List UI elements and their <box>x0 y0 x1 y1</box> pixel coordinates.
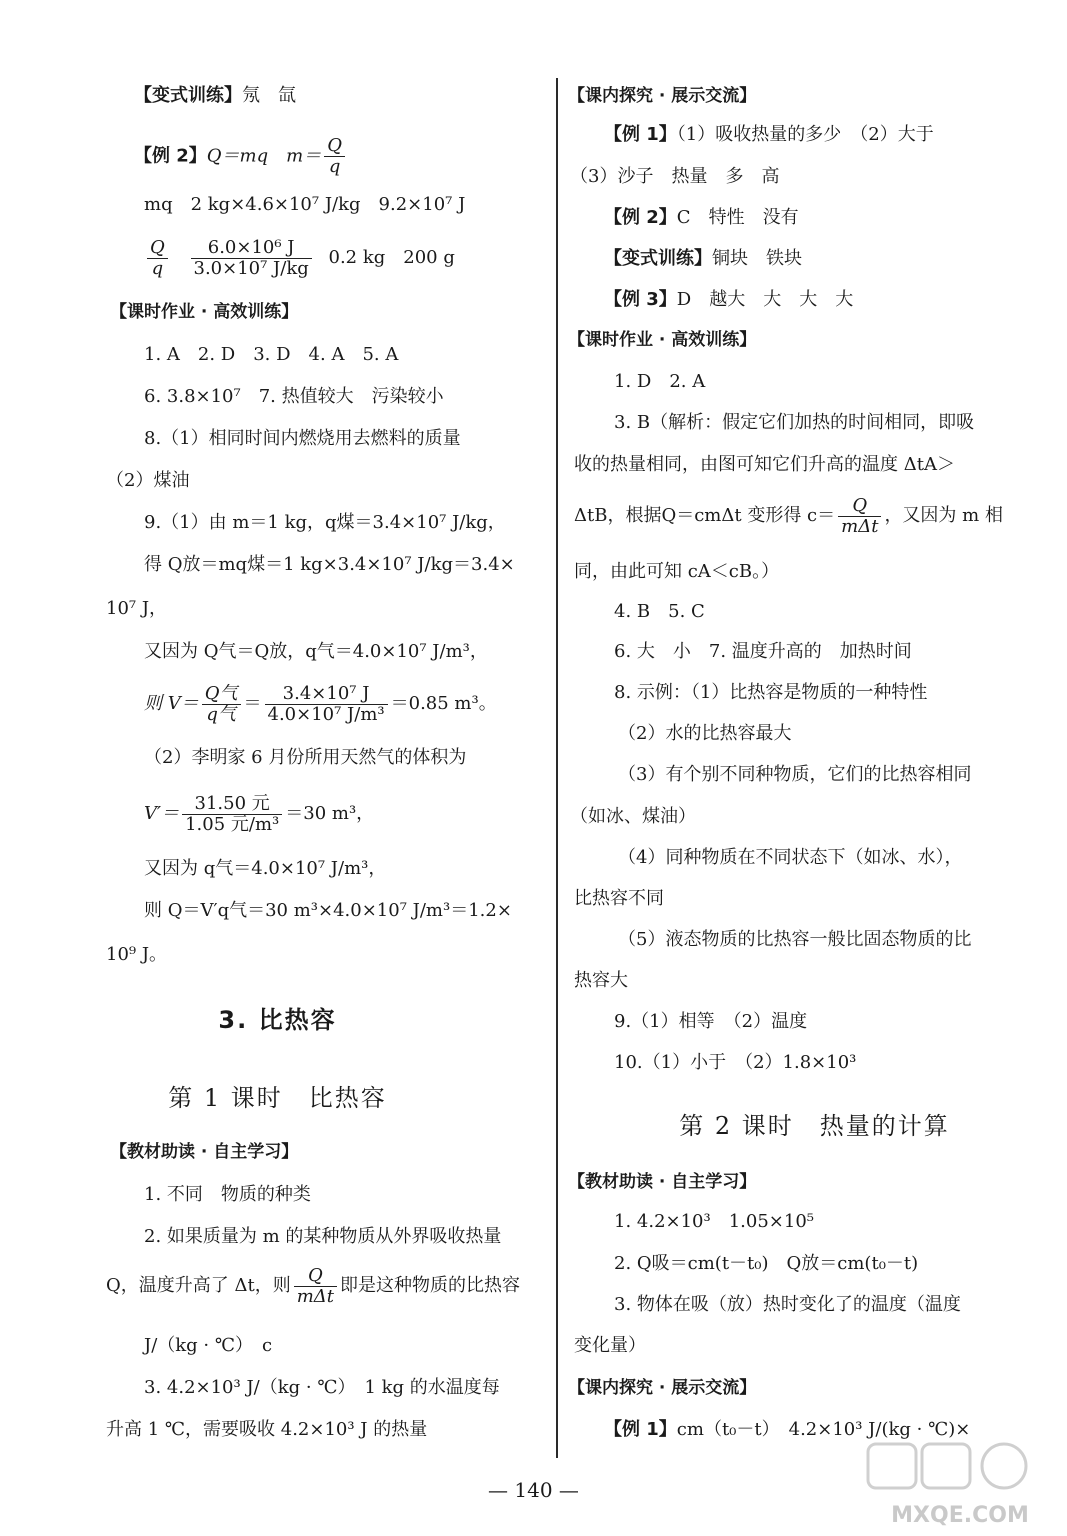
variant-training-right: 【变式训练】铜块 铁块 <box>604 248 802 269</box>
study-row-right: 3. 物体在吸（放）热时变化了的温度（温度 <box>614 1294 961 1315</box>
textbook-header-right: 【教材助读 · 自主学习】 <box>568 1172 757 1192</box>
answer-row: 6. 3.8×10⁷ 7. 热值较大 污染较小 <box>144 386 444 407</box>
example2-line3: $\frac{Q}{q}$ $\frac{\text{6.0×10⁶ J}}{\text{3.0×10⁷ J/kg}}$ 0.2 kg 200 g <box>144 236 455 280</box>
hw-row: （4）同种物质在不同状态下（如冰、水）， <box>618 847 963 868</box>
example1-cont: （3）沙子 热量 多 高 <box>570 166 780 187</box>
answer-row: 又因为 q气＝4.0×10⁷ J/m³， <box>144 858 387 879</box>
answer-row: （2）煤油 <box>106 470 190 491</box>
answer-row: 10⁷ J， <box>106 598 168 619</box>
study-row: 升高 1 ℃，需要吸收 4.2×10³ J 的热量 <box>106 1419 428 1440</box>
hw-row: 同，由此可知 cA＜cB。） <box>574 561 780 582</box>
answer-row: 得 Q放＝mq煤＝1 kg×3.4×10⁷ J/kg＝3.4× <box>144 554 515 575</box>
hw-row: （5）液态物质的比热容一般比固态物质的比 <box>618 929 972 950</box>
homework-header-left: 【课时作业 · 高效训练】 <box>110 302 299 322</box>
answer-row: 又因为 Q气＝Q放，q气＝4.0×10⁷ J/m³， <box>144 641 488 662</box>
study-row-right: 2. Q吸＝cm(t－t₀) Q放＝cm(t₀－t) <box>614 1253 919 1274</box>
hw-row: 8. 示例：（1）比热容是物质的一种特性 <box>614 682 928 703</box>
answer-row: （2）李明家 6 月份所用天然气的体积为 <box>144 747 467 768</box>
hw-row: 3. B（解析：假定它们加热的时间相同，即吸 <box>614 412 975 433</box>
textbook-header-left: 【教材助读 · 自主学习】 <box>110 1142 299 1162</box>
answer-row: 10⁹ J。 <box>106 944 168 965</box>
watermark-icon <box>860 1438 1060 1530</box>
homework-header-right: 【课时作业 · 高效训练】 <box>568 330 757 350</box>
hw-row: 9.（1）相等 （2）温度 <box>614 1011 808 1032</box>
answer-row: 则 Q＝V′q气＝30 m³×4.0×10⁷ J/m³＝1.2× <box>144 900 512 921</box>
example2-line <box>134 136 348 177</box>
variant-training-text: 氖 氙 <box>242 85 296 106</box>
answer-row: 1. A 2. D 3. D 4. A 5. A <box>144 344 399 365</box>
hw-row: （3）有个别不同种物质，它们的比热容相同 <box>618 764 972 785</box>
study-row: 1. 不同 物质的种类 <box>144 1184 311 1205</box>
hw-row: 收的热量相同，由图可知它们升高的温度 ΔtA＞ <box>574 454 955 475</box>
hw-fraction-line: ΔtB，根据Q＝cmΔt 变形得 c＝ $\frac{Q}{\text{mΔt}}$ ，又因为 m 相 <box>574 494 1003 537</box>
example2-formula: Q＝mq m＝ <box>206 145 322 167</box>
page-number: — 140 — <box>488 1478 579 1502</box>
column-divider <box>556 78 558 1458</box>
chapter-title: 3. 比热容 <box>218 1006 337 1034</box>
study-row: 3. 4.2×10³ J/（kg · ℃） 1 kg 的水温度每 <box>144 1377 500 1398</box>
inclass-header-right: 【课内探究 · 展示交流】 <box>568 86 757 106</box>
hw-row: （如冰、煤油） <box>570 806 696 827</box>
variant-training-label: 【变式训练】 <box>134 85 242 106</box>
inclass-header-right-2: 【课内探究 · 展示交流】 <box>568 1378 757 1398</box>
watermark-logo <box>860 1438 1060 1530</box>
hw-row: 10.（1）小于 （2）1.8×10³ <box>614 1052 857 1073</box>
lesson2-title: 第 2 课时 热量的计算 <box>679 1112 950 1140</box>
study-row: 2. 如果质量为 m 的某种物质从外界吸收热量 <box>144 1226 502 1247</box>
example2-fraction: $\frac{Q}{q}$ <box>324 136 345 177</box>
answer-row: 9.（1）由 m＝1 kg，q煤＝3.4×10⁷ J/kg， <box>144 512 506 533</box>
example2-label: 【例 2】 <box>134 145 207 167</box>
svg-text:MXQE.COM: MXQE.COM <box>891 1503 1029 1528</box>
study-fraction-line: Q，温度升高了 Δt，则 $\frac{Q}{\text{mΔt}}$ 即是这种物质的比热容 <box>106 1264 521 1307</box>
example2-right: 【例 2】C 特性 没有 <box>604 207 799 228</box>
hw-row: 比热容不同 <box>574 888 664 909</box>
variant-training-line <box>134 84 296 108</box>
hw-row: 热容大 <box>574 970 628 991</box>
answer-row: 8.（1）相同时间内燃烧用去燃料的质量 <box>144 428 461 449</box>
study-row-right: 1. 4.2×10³ 1.05×10⁵ <box>614 1211 815 1232</box>
example2-line2: mq 2 kg×4.6×10⁷ J/kg 9.2×10⁷ J <box>144 194 466 215</box>
study-row-right: 变化量） <box>574 1335 646 1356</box>
example3-right: 【例 3】D 越大 大 大 大 <box>604 289 854 310</box>
volume2-formula: V′＝ $\frac{\text{31.50 元}}{\text{1.05 元/m³}}$ ＝30 m³， <box>144 792 375 835</box>
volume-formula: 则 V＝ $\frac{\text{Q气}}{\text{q气}}$ ＝ $\frac{\text{3.4×10⁷ J}}{\text{4.0×10⁷ J/m³}}$ ＝0.85 m³。 <box>144 682 497 725</box>
lesson1-title: 第 1 课时 比热容 <box>168 1084 387 1112</box>
example1b-line: 【例 1】cm（t₀－t） 4.2×10³ J/(kg · ℃)× <box>604 1419 971 1440</box>
hw-row: 1. D 2. A <box>614 371 706 392</box>
example1-line: 【例 1】（1）吸收热量的多少 （2）大于 <box>604 124 934 145</box>
study-row: J/（kg · ℃） c <box>144 1335 273 1356</box>
hw-row: 4. B 5. C <box>614 601 705 622</box>
hw-row: 6. 大 小 7. 温度升高的 加热时间 <box>614 641 912 662</box>
hw-row: （2）水的比热容最大 <box>618 723 792 744</box>
